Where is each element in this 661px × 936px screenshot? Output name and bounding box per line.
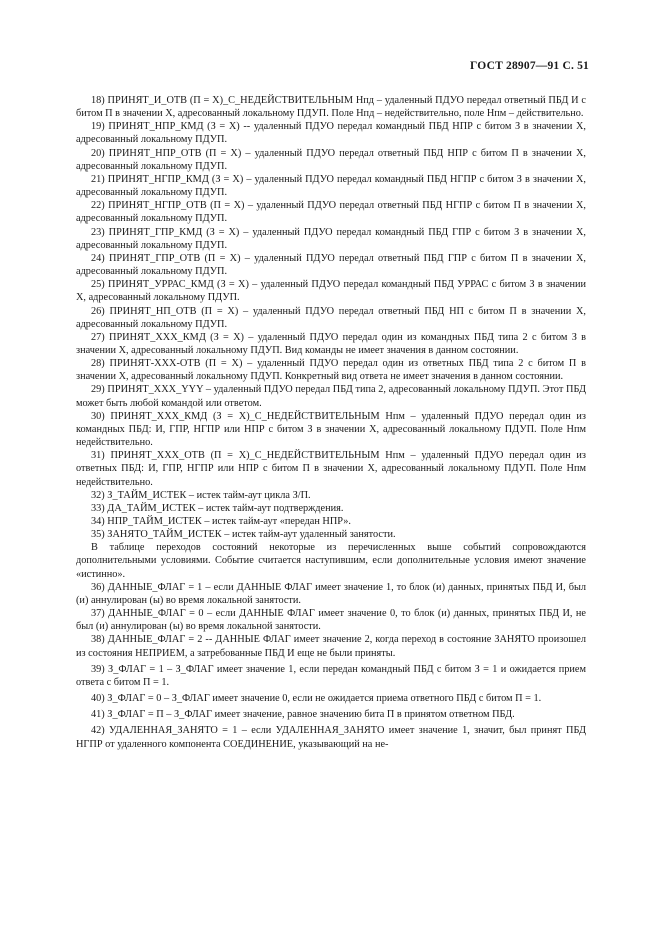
document-paragraph: 31) ПРИНЯТ_ХХХ_ОТВ (П = Х)_С_НЕДЕЙСТВИТЕЛЬНЫМ Нпм – удаленный ПДУО передал один из ответных ПБД: И, ГПР, НГПР или НПР с битом П в значении Х, адресованный локальному ПДУП. Поле Нпм недействительно. <box>76 450 586 488</box>
document-paragraph: 33) ДА_ТАЙМ_ИСТЕК – истек тайм-аут подтверждения. <box>91 502 344 514</box>
document-paragraph: 41) З_ФЛАГ = П – З_ФЛАГ имеет значение, равное значению бита П в принятом ответном ПБД. <box>91 709 515 721</box>
document-paragraph: 18) ПРИНЯТ_И_ОТВ (П = Х)_С_НЕДЕЙСТВИТЕЛЬНЫМ Нпд – удаленный ПДУО передал ответный ПБД И с битом П в значении Х, адресованный локальному ПДУП. Поле Нпд – недействительно, поле Нпм – действительно. <box>76 95 586 120</box>
document-paragraph: 30) ПРИНЯТ_ХХХ_КМД (З = Х)_С_НЕДЕЙСТВИТЕЛЬНЫМ Нпм – удаленный ПДУО передал один из командных ПБД: И, ГПР, НГПР или НПР с битом З в значении Х, адресованный локальному ПДУП. Поле Нпм недействительно. <box>76 410 586 449</box>
document-paragraph: 40) З_ФЛАГ = 0 – З_ФЛАГ имеет значение 0, если не ожидается приема ответного ПБД с битом П = 1. <box>91 693 542 705</box>
document-paragraph: 32) З_ТАЙМ_ИСТЕК – истек тайм-аут цикла З/П. <box>91 489 311 501</box>
document-paragraph: 25) ПРИНЯТ_УРРАС_КМД (З = Х) – удаленный ПДУО передал командный ПБД УРРАС с битом З в значении Х, адресованный локальному ПДУП. <box>76 279 586 304</box>
document-paragraph: 28) ПРИНЯТ-ХХХ-ОТВ (П = Х) – удаленный ПДУО передал один из ответных ПБД типа 2 с битом П в значении Х, адресованный локальному ПДУП. Конкретный вид ответа не имеет значения в данном состоянии. <box>76 358 586 383</box>
document-body <box>76 94 586 751</box>
document-paragraph: 27) ПРИНЯТ_ХХХ_КМД (З = Х) – удаленный ПДУО передал один из командных ПБД типа 2 с битом З в значении Х, адресованный локальному ПДУП. Вид команды не имеет значения в данном состоянии. <box>76 331 586 356</box>
document-paragraph: 20) ПРИНЯТ_НПР_ОТВ (П = Х) – удаленный ПДУО передал ответный ПБД НПР с битом П в значении Х, адресованный локальному ПДУП. <box>76 147 586 172</box>
document-paragraph: В таблице переходов состояний некоторые из перечисленных выше событий сопровождаются дополнительными условиями. Событие считается наступившим, если дополнительные условия имеют значение «истинно». <box>76 542 586 580</box>
document-paragraph: 42) УДАЛЕННАЯ_ЗАНЯТО = 1 – если УДАЛЕННАЯ_ЗАНЯТО имеет значение 1, значит, был принят ПБД НГПР от удаленного компонента СОЕДИНЕНИЕ, указывающий на не- <box>76 725 586 750</box>
document-paragraph: 39) З_ФЛАГ = 1 – З_ФЛАГ имеет значение 1, если передан командный ПБД с битом З = 1 и ожидается прием ответа с битом П = 1. <box>76 663 586 688</box>
document-paragraph: 22) ПРИНЯТ_НГПР_ОТВ (П = Х) – удаленный ПДУО передал ответный ПБД НГПР с битом П в значении Х, адресованный локальному ПДУП. <box>76 200 586 225</box>
document-paragraph: 24) ПРИНЯТ_ГПР_ОТВ (П = Х) – удаленный ПДУО передал ответный ПБД ГПР с битом П в значении Х, адресованный локальному ПДУП. <box>76 252 586 278</box>
document-paragraph: 29) ПРИНЯТ_ХХХ_YYY – удаленный ПДУО передал ПБД типа 2, адресованный локальному ПДУП. Этот ПБД может быть любой командой или ответом. <box>76 384 586 409</box>
document-paragraph: 35) ЗАНЯТО_ТАЙМ_ИСТЕК – истек тайм-аут удаленный занятости. <box>91 529 396 541</box>
document-paragraph: 23) ПРИНЯТ_ГПР_КМД (З = Х) – удаленный ПДУО передал командный ПБД ГПР с битом З в значении Х, адресованный локальному ПДУП. <box>76 226 586 251</box>
document-paragraph: 26) ПРИНЯТ_НП_ОТВ (П = Х) – удаленный ПДУО передал ответный ПБД НП с битом П в значении Х, адресованный локальному ПДУП. <box>76 305 586 330</box>
document-paragraph: 38) ДАННЫЕ_ФЛАГ = 2 -- ДАННЫЕ ФЛАГ имеет значение 2, когда переход в состояние ЗАНЯТО произошел из состояния НЕПРИЕМ, а затребованные ПБД И еще не были приняты. <box>76 634 586 659</box>
document-paragraph: 37) ДАННЫЕ_ФЛАГ = 0 – если ДАННЫЕ ФЛАГ имеет значение 0, то блок (и) данных, принятых ПБД И, не был (и) аннулирован (ы) во время локальной занятости. <box>76 608 586 633</box>
document-paragraph: 36) ДАННЫЕ_ФЛАГ = 1 – если ДАННЫЕ ФЛАГ имеет значение 1, то блок (и) данных, принятых ПБД И, был (и) аннулирован (ы) во время локальной занятости. <box>76 581 586 606</box>
document-paragraph: 21) ПРИНЯТ_НГПР_КМД (З = Х) – удаленный ПДУО передал командный ПБД НГПР с битом З в значении Х, адресованный локальному ПДУП. <box>76 173 586 199</box>
running-header: ГОСТ 28907—91 С. 51 <box>470 60 589 72</box>
document-paragraph: 19) ПРИНЯТ_НПР_КМД (З = Х) -- удаленный ПДУО передал командный ПБД НПР с битом З в значении Х, адресованный локальному ПДУП. <box>76 121 586 146</box>
document-paragraph: 34) НПР_ТАЙМ_ИСТЕК – истек тайм-аут «передан НПР». <box>91 516 351 527</box>
